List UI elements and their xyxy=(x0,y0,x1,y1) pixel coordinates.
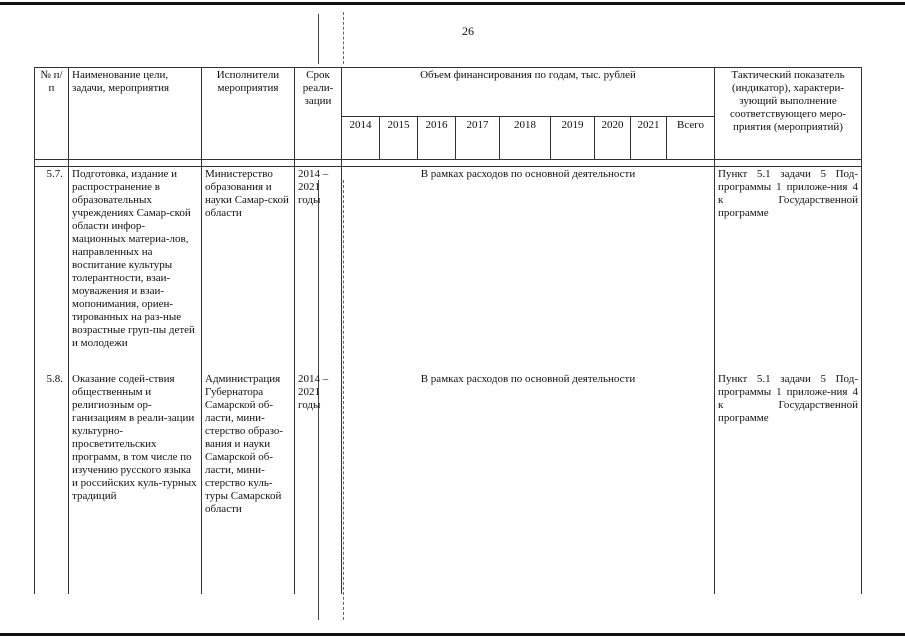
table-row xyxy=(35,372,862,594)
year-cell-total: Всего xyxy=(667,117,715,160)
year-cell: 2015 xyxy=(380,117,418,160)
row-executor: Министерство образования и науки Самар-ской области xyxy=(202,167,295,373)
row-financing: В рамках расходов по основной деятельности xyxy=(342,372,715,594)
header-num: № п/п xyxy=(35,68,69,160)
row-number: 5.8. xyxy=(35,372,69,594)
scan-line xyxy=(318,14,319,64)
year-cell: 2017 xyxy=(456,117,500,160)
row-indicator: Пункт 5.1 задачи 5 Под-программы 1 приложе-ния 4 к Государственной программе xyxy=(715,167,862,373)
row-executor: Администрация Губернатора Самарской об-ласти, мини-стерство образо-вания и науки Самарской об-ласти, мини-стерство куль-туры Самарской области xyxy=(202,372,295,594)
header-term: Срок реали-зации xyxy=(295,68,342,160)
row-term: 2014 – 2021 годы xyxy=(295,167,342,373)
row-name: Оказание содей-ствия общественным и религиозным ор-ганизациям в реали-зации культурно-просветительских программ, в том числе по изучению русского языка и российских куль-турных традиций xyxy=(69,372,202,594)
page-number: 26 xyxy=(462,24,474,38)
row-name: Подготовка, издание и распространение в образовательных учреждениях Самар-ской области инфор-мационных материа-лов, направленных на воспитание культуры толерантности, взаи-моуважения и взаи-мопонимания, ориен-тированных на раз-ные возрастные груп-пы детей и молодежи xyxy=(69,167,202,373)
header-name: Наименование цели, задачи, мероприятия xyxy=(69,68,202,160)
year-cell: 2020 xyxy=(595,117,631,160)
measures-table xyxy=(34,67,862,594)
row-indicator: Пункт 5.1 задачи 5 Под-программы 1 приложе-ния 4 к Государственной программе xyxy=(715,372,862,594)
header-indicator: Тактический показатель (индикатор), характери-зующий выполнение соответствующего меро-приятия (мероприятий) xyxy=(715,68,862,160)
row-financing: В рамках расходов по основной деятельности xyxy=(342,167,715,373)
row-term: 2014 – 2021 годы xyxy=(295,372,342,594)
row-number: 5.7. xyxy=(35,167,69,373)
year-cell: 2014 xyxy=(342,117,380,160)
header-row xyxy=(35,68,862,117)
top-border-rule xyxy=(0,2,905,5)
year-cell: 2018 xyxy=(500,117,551,160)
scan-line-dashed xyxy=(343,12,344,64)
year-cell: 2019 xyxy=(551,117,595,160)
year-cell: 2021 xyxy=(631,117,667,160)
header-executor: Исполнители мероприятия xyxy=(202,68,295,160)
header-finance: Объем финансирования по годам, тыс. рублей xyxy=(342,68,715,117)
table-row xyxy=(35,167,862,373)
bottom-border-rule xyxy=(0,633,905,636)
year-cell: 2016 xyxy=(418,117,456,160)
